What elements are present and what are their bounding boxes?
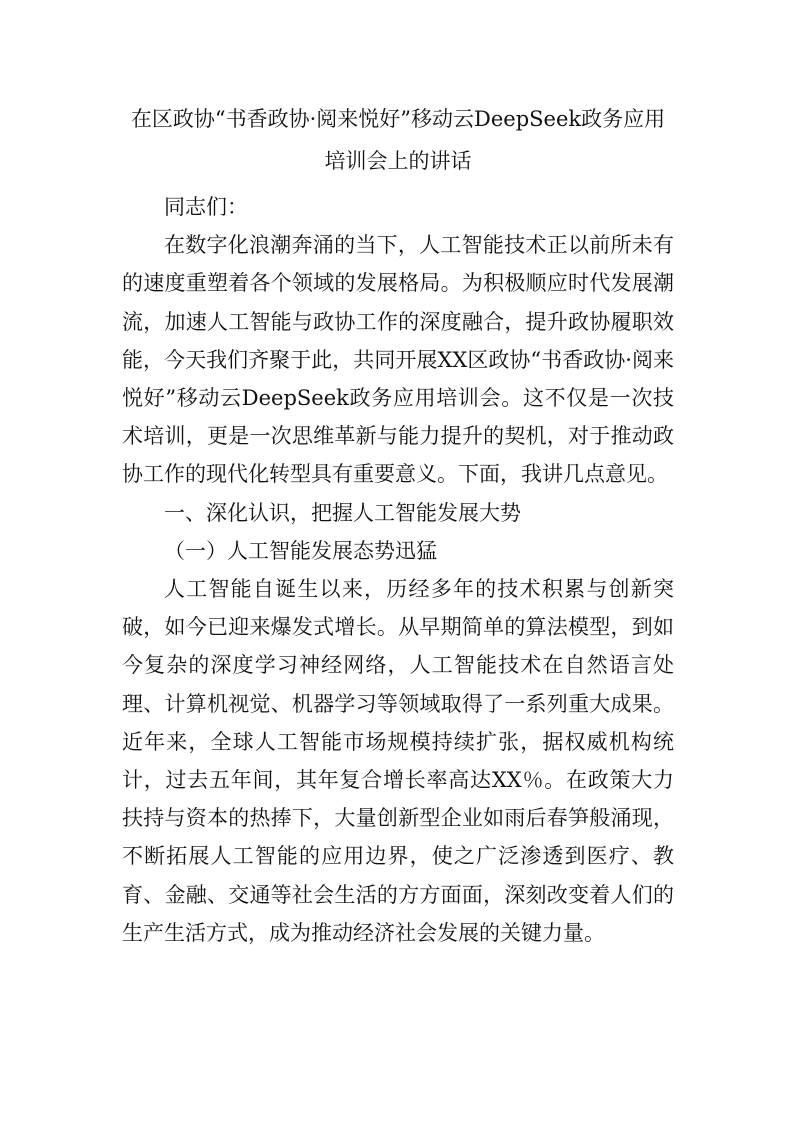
section-heading: 一、深化认识，把握人工智能发展大势 [164, 500, 521, 525]
subsection-heading: （一）人工智能发展态势迅猛 [164, 538, 437, 563]
body-paragraph: 人工智能自诞生以来，历经多年的技术积累与创新突破，如今已迎来爆发式增长。从早期简单的算法模型，到如今复杂的深度学习神经网络，人工智能技术在自然语言处理、计算机视觉、机器学习等领域取得了一系列重大成果。近年来，全球人工智能市场规模持续扩张，据权威机构统计，过去五年间，其年复合增长率高达XX％。在政策大力扶持与资本的热捧下，大量创新型企业如雨后春笋般涌现，不断拓展人工智能的应用边界，使之广泛渗透到医疗、教育、金融、交通等社会生活的方方面面，深刻改变着人们的生产生活方式，成为推动经济社会发展的关键力量。 [122, 577, 674, 945]
document-title: 在区政协“书香政协·阅来悦好”移动云DeepSeek政务应用培训会上的讲话 [130, 107, 666, 173]
intro-paragraph: 在数字化浪潮奔涌的当下，人工智能技术正以前所未有的速度重塑着各个领域的发展格局。为积极顺应时代发展潮流，加速人工智能与政协工作的深度融合，提升政协履职效能，今天我们齐聚于此，共同开展XX区政协“书香政协·阅来悦好”移动云DeepSeek政务应用培训会。这不仅是一次技术培训，更是一次思维革新与能力提升的契机，对于推动政协工作的现代化转型具有重要意义。下面，我讲几点意见。 [122, 233, 674, 487]
salutation: 同志们： [164, 195, 248, 219]
document-body [122, 98, 674, 952]
